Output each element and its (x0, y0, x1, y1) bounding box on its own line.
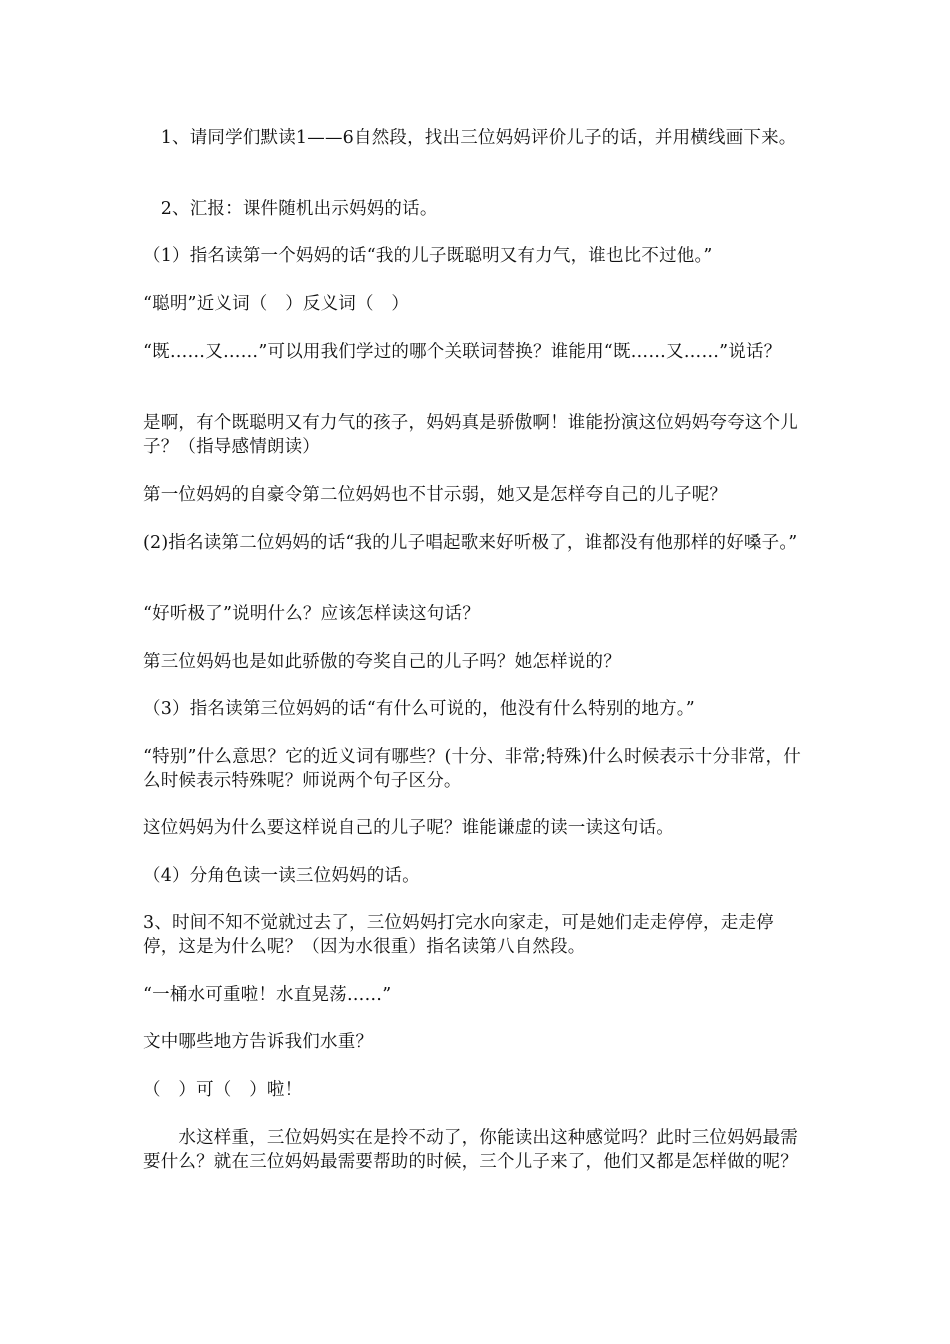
paragraph-19: 水这样重，三位妈妈实在是拎不动了，你能读出这种感觉吗？此时三位妈妈最需要什么？就在三位妈妈最需要帮助的时候，三个儿子来了，他们又都是怎样做的呢？ (143, 1128, 798, 1172)
paragraph-2: 2、汇报：课件随机出示妈妈的话。 (143, 199, 438, 219)
paragraph-4: “聪明”近义词（ ）反义词（ ） (143, 294, 410, 314)
paragraph-17: 文中哪些地方告诉我们水重？ (143, 1032, 374, 1052)
paragraph-18: （ ）可（ ）啦！ (143, 1080, 303, 1100)
paragraph-6: 是啊，有个既聪明又有力气的孩子，妈妈真是骄傲啊！谁能扮演这位妈妈夸夸这个儿子？（指导感情朗读） (143, 413, 798, 457)
paragraph-8: (2)指名读第二位妈妈的话“我的儿子唱起歌来好听极了，谁都没有他那样的好嗓子。” (143, 533, 798, 553)
paragraph-10: 第三位妈妈也是如此骄傲的夸奖自己的儿子吗？她怎样说的？ (143, 652, 621, 672)
paragraph-13: 这位妈妈为什么要这样说自己的儿子呢？谁能谦虚的读一读这句话。 (143, 818, 674, 838)
paragraph-5: “既……又……”可以用我们学过的哪个关联词替换？谁能用“既……又……”说话？ (143, 342, 782, 362)
paragraph-9: “好听极了”说明什么？应该怎样读这句话？ (143, 604, 480, 624)
paragraph-11: （3）指名读第三位妈妈的话“有什么可说的，他没有什么特别的地方。” (143, 699, 695, 719)
paragraph-15: 3、时间不知不觉就过去了，三位妈妈打完水向家走，可是她们走走停停，走走停停，这是为什么呢？（因为水很重）指名读第八自然段。 (143, 913, 774, 957)
paragraph-12: “特别”什么意思？它的近义词有哪些？(十分、非常;特殊)什么时候表示十分非常，什么时候表示特殊呢？师说两个句子区分。 (143, 747, 801, 791)
paragraph-7: 第一位妈妈的自豪令第二位妈妈也不甘示弱，她又是怎样夸自己的儿子呢？ (143, 485, 728, 505)
paragraph-16: “一桶水可重啦！水直晃荡……” (143, 985, 392, 1005)
paragraph-1: 1、请同学们默读1——6自然段，找出三位妈妈评价儿子的话，并用横线画下来。 (143, 128, 797, 148)
paragraph-14: （4）分角色读一读三位妈妈的话。 (143, 866, 420, 886)
paragraph-3: （1）指名读第一个妈妈的话“我的儿子既聪明又有力气，谁也比不过他。” (143, 246, 713, 266)
